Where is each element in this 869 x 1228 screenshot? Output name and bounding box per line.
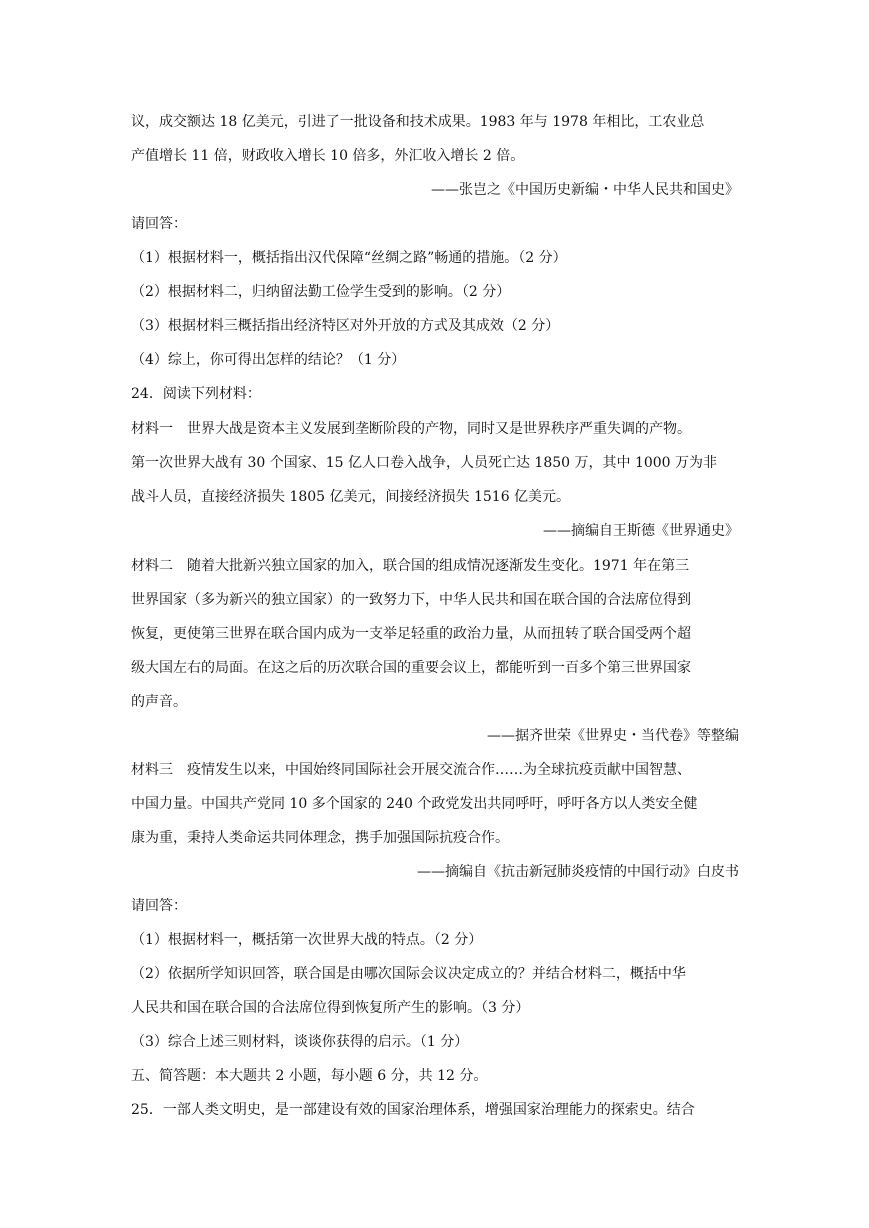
sub-question: 人民共和国在联合国的合法席位得到恢复所产生的影响。（3 分） [131,1000,530,1016]
paragraph-line: 材料三 疫情发生以来，中国始终同国际社会开展交流合作……为全球抗疫贡献中国智慧、 [131,762,691,778]
paragraph-line: 战斗人员，直接经济损失 1805 亿美元，间接经济损失 1516 亿美元。 [131,489,571,505]
paragraph-line: 产值增长 11 倍，财政收入增长 10 倍多，外汇收入增长 2 倍。 [131,148,525,164]
question-heading: 24．阅读下列材料： [131,386,261,402]
source-citation: ——摘编自《抗击新冠肺炎疫情的中国行动》白皮书 [417,864,739,880]
sub-question: （4）综上，你可得出怎样的结论？（1 分） [131,352,406,368]
paragraph-line: 中国力量。中国共产党同 10 多个国家的 240 个政党发出共同呼吁，呼吁各方以人类安全健 [131,796,698,812]
sub-question: （2）依据所学知识回答，联合国是由哪次国际会议决定成立的？并结合材料二，概括中华 [131,966,686,982]
paragraph-line: 材料一 世界大战是资本主义发展到垄断阶段的产物，同时又是世界秩序严重失调的产物。 [131,421,691,437]
paragraph-line: 康为重，秉持人类命运共同体理念，携手加强国际抗疫合作。 [131,830,509,846]
sub-question: （3）根据材料三概括指出经济特区对外开放的方式及其成效（2 分） [131,318,560,334]
sub-question: （1）根据材料一，概括指出汉代保障“丝绸之路”畅通的措施。（2 分） [131,250,567,266]
source-citation: ——张岂之《中国历史新编・中华人民共和国史》 [431,182,739,198]
paragraph-line: 材料二 随着大批新兴独立国家的加入，联合国的组成情况逐渐发生变化。1971 年在第三 [131,558,690,574]
question-heading: 25．一部人类文明史，是一部建设有效的国家治理体系，增强国家治理能力的探索史。结合 [131,1102,695,1118]
section-heading: 五、简答题：本大题共 2 小题，每小题 6 分，共 12 分。 [131,1068,488,1084]
sub-question: （3）综合上述三则材料，谈谈你获得的启示。（1 分） [131,1034,469,1050]
paragraph-line: 第一次世界大战有 30 个国家、15 亿人口卷入战争，人员死亡达 1850 万，其中 1000 万为非 [131,455,718,471]
paragraph-line: 恢复，更使第三世界在联合国内成为一支举足轻重的政治力量，从而扭转了联合国受两个超 [131,626,691,642]
question-prompt: 请回答： [131,216,187,232]
question-prompt: 请回答： [131,898,187,914]
paragraph-line: 级大国左右的局面。在这之后的历次联合国的重要会议上，都能听到一百多个第三世界国家 [131,660,691,676]
sub-question: （2）根据材料二，归纳留法勤工俭学生受到的影响。（2 分） [131,284,511,300]
paragraph-line: 的声音。 [131,694,187,710]
source-citation: ——据齐世荣《世界史・当代卷》等整编 [487,728,739,744]
paragraph-line: 议，成交额达 18 亿美元，引进了一批设备和技术成果。1983 年与 1978 年相比，工农业总 [131,114,705,130]
paragraph-line: 世界国家（多为新兴的独立国家）的一致努力下，中华人民共和国在联合国的合法席位得到 [131,592,691,608]
source-citation: ——摘编自王斯德《世界通史》 [543,523,739,539]
sub-question: （1）根据材料一，概括第一次世界大战的特点。（2 分） [131,932,483,948]
